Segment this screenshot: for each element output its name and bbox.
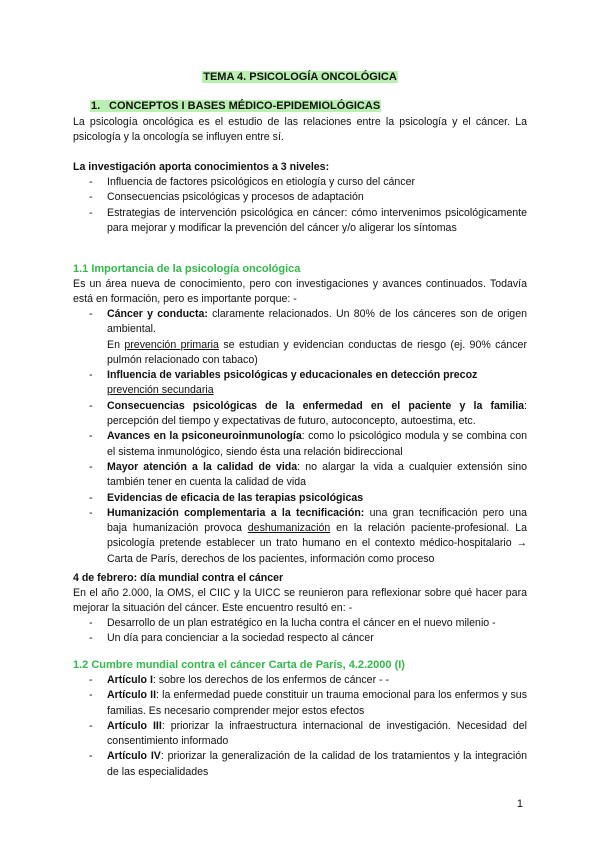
section-1-heading <box>90 99 381 114</box>
list-item: - Influencia de factores psicológicos en etiología y curso del cáncer <box>73 175 527 190</box>
list-item: - Avances en la psiconeuroinmunología: como lo psicológico modula y se combina con el sistema inmunológico, siendo ésta una relación bidireccional <box>73 429 527 460</box>
section-1-1-intro: Es un área nueva de conocimiento, pero con investigaciones y avances continuados. Todavía está en formación, pero es importante porque: - <box>73 278 527 306</box>
list-item: - Desarrollo de un plan estratégico en la lucha contra el cáncer en el nuevo milenio - <box>73 616 527 631</box>
list-item: - Evidencias de eficacia de las terapias psicológicas <box>73 491 527 506</box>
list-item: - Mayor atención a la calidad de vida: no alargar la vida a cualquier extensión sino también tener en cuenta la calidad de vida <box>73 460 527 491</box>
list-item: - Un día para concienciar a la sociedad respecto al cáncer <box>73 631 527 646</box>
section-1-number: 1. <box>91 100 101 112</box>
levels-list <box>73 175 527 236</box>
list-item: - Artículo IV: priorizar la generalización de la calidad de los tratamientos y la integración de las especialidades <box>73 749 527 780</box>
february-intro: En el año 2.000, la OMS, el CIIC y la UICC se reunieron para reflexionar sobre qué hacer para mejorar la situación del cáncer. Este encuentro resultó en: - <box>73 587 527 615</box>
list-item: - Consecuencias psicológicas de la enfermedad en el paciente y la familia: percepción del tiempo y expectativas de futuro, autoconcepto, autoestima, etc. <box>73 399 527 430</box>
articles-list <box>73 673 527 780</box>
section-1-intro: La psicología oncológica es el estudio de las relaciones entre la psicología y el cáncer. La psicología y la oncología se influyen entre sí. <box>73 116 527 144</box>
list-item: - Artículo I: sobre los derechos de los enfermos de cáncer - - <box>73 673 527 688</box>
page-number: 1 <box>516 798 523 810</box>
list-item: - Artículo II: la enfermedad puede constituir un trauma emocional para los enfermos y sus familias. Es necesario comprender mejor estos efectos <box>73 688 527 719</box>
list-item: - Consecuencias psicológicas y procesos de adaptación <box>73 190 527 205</box>
secondary-prevention-term: prevención secundaria <box>107 384 214 397</box>
list-item: - Artículo III: priorizar la infraestructura internacional de investigación. Necesidad del consentimiento informado <box>73 719 527 750</box>
section-1-2-heading: 1.2 Cumbre mundial contra el cáncer Carta de París, 4.2.2000 (I) <box>73 659 405 671</box>
section-1-title: CONCEPTOS I BASES MÉDICO-EPIDEMIOLÓGICAS <box>109 100 381 112</box>
levels-heading: La investigación aporta conocimientos a 3 niveles: <box>73 161 330 173</box>
primary-prevention-term: prevención primaria <box>124 338 219 351</box>
list-item: - Estrategias de intervención psicológica en cáncer: cómo intervenimos psicológicamente para mejorar y modificar la prevención del cáncer y/o aligerar los síntomas <box>73 206 527 237</box>
document-title: TEMA 4. PSICOLOGÍA ONCOLÓGICA <box>203 71 397 83</box>
dehumanization-term: deshumanización <box>247 522 331 535</box>
february-heading: 4 de febrero: día mundial contra el cáncer <box>73 572 284 584</box>
importance-list <box>73 307 527 567</box>
list-item: - Humanización complementaria a la tecnificación: una gran tecnificación pero una baja humanización provoca deshumanización en la relación paciente-profesional. La psicología pretende establecer un trato humano en el contexto médico-hospitalario → Carta de París, derechos de los pacientes, información como proceso <box>73 506 527 567</box>
february-list <box>73 616 527 647</box>
section-1-1-heading: 1.1 Importancia de la psicología oncológica <box>73 263 301 275</box>
list-item: - Influencia de variables psicológicas y educacionales en detección precoz prevención secundaria <box>73 368 527 399</box>
list-item: - Cáncer y conducta: claramente relacionados. Un 80% de los cánceres son de origen ambiental. En prevención primaria se estudian y evidencian conductas de riesgo (ej. 90% cáncer pulmón relacionado con tabaco) <box>73 307 527 368</box>
